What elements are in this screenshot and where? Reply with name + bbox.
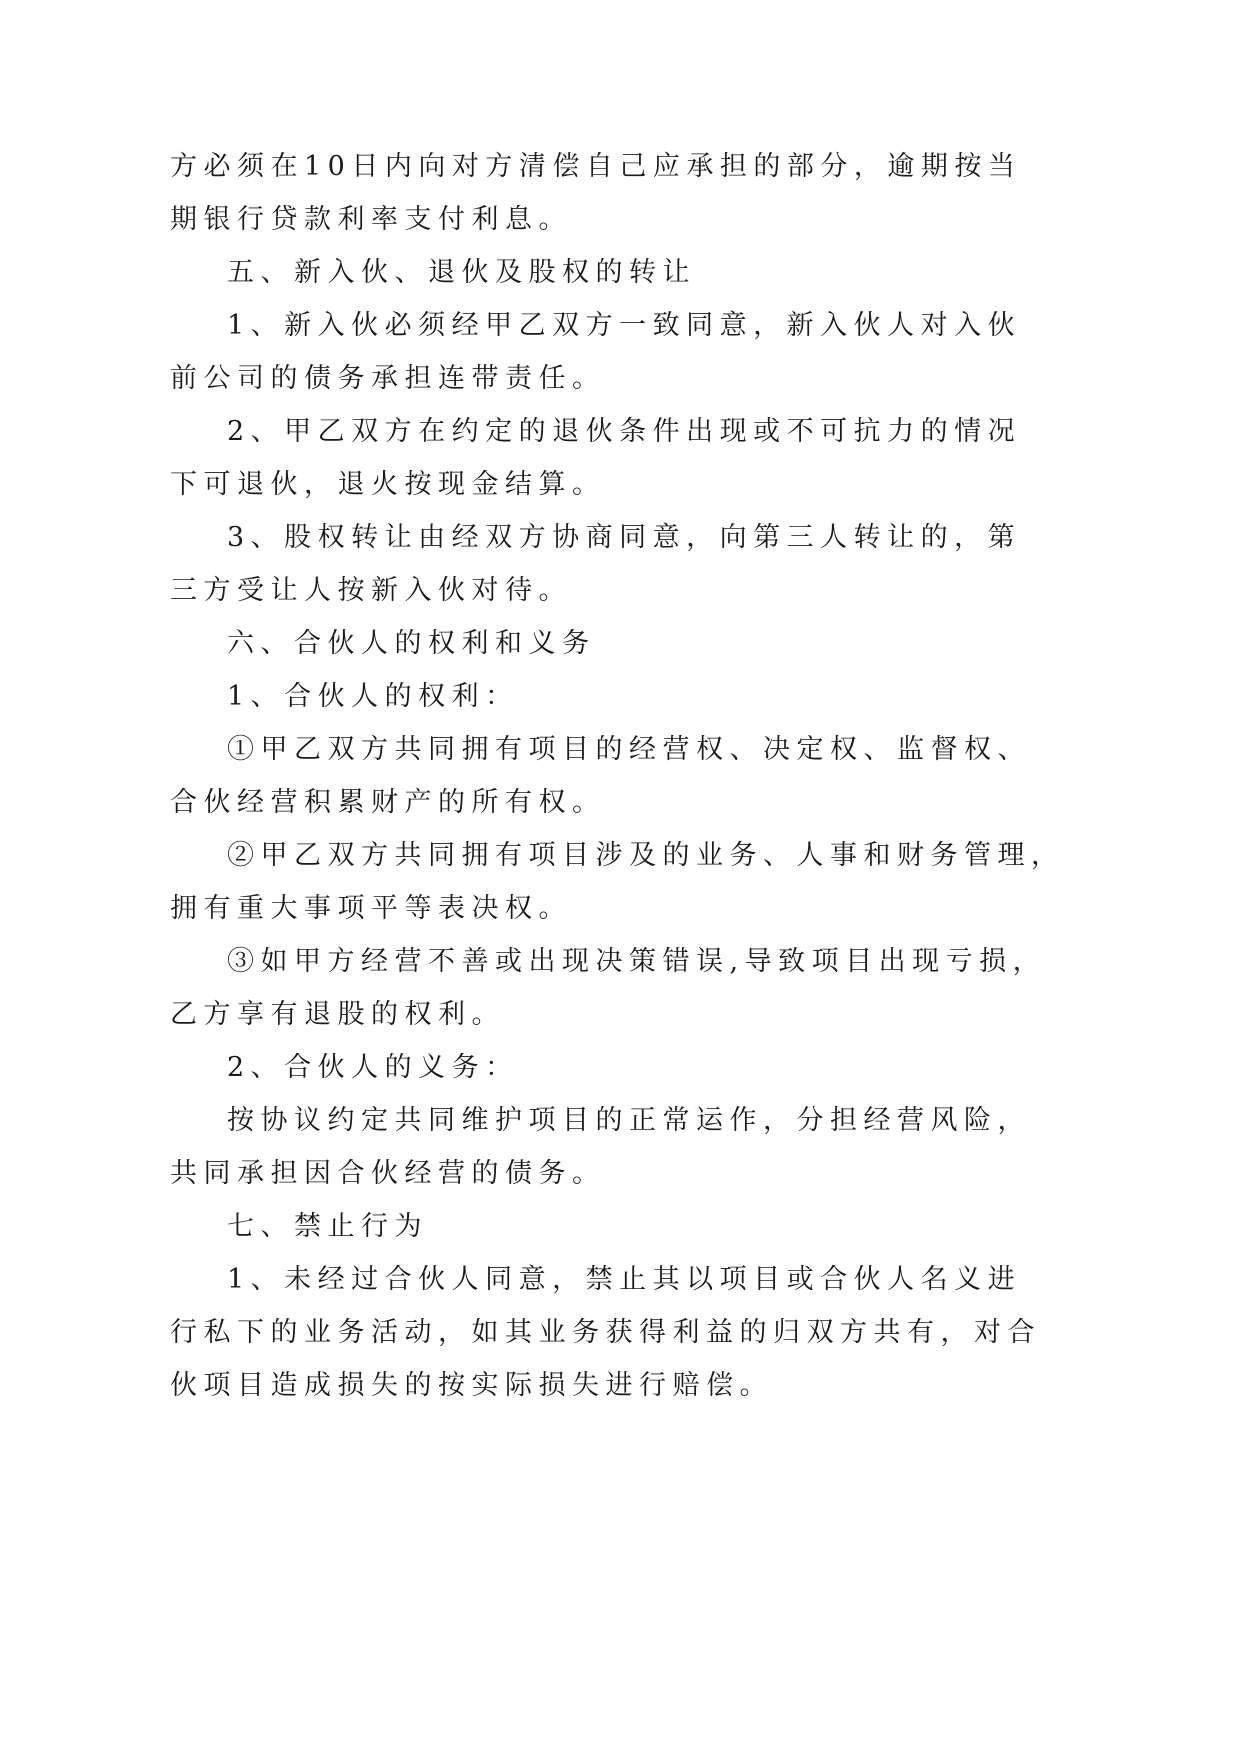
text-line: 拥有重大事项平等表决权。 [170,893,572,924]
text-line: 方必须在10日内向对方清偿自己应承担的部分，逾期按当 [170,151,1022,182]
text-line: 按协议约定共同维护项目的正常运作，分担经营风险， [227,1105,1031,1136]
section-heading: 五、新入伙、退伙及股权的转让 [227,257,696,288]
text-line: 前公司的债务承担连带责任。 [170,363,606,394]
text-line: ①甲乙双方共同拥有项目的经营权、决定权、监督权、 [227,734,1031,765]
text-line: 行私下的业务活动，如其业务获得利益的归双方共有，对合 [170,1317,1041,1348]
text-line: 共同承担因合伙经营的债务。 [170,1158,606,1189]
section-heading: 六、合伙人的权利和义务 [227,628,596,659]
text-line: 1、未经过合伙人同意，禁止其以项目或合伙人名义进 [227,1264,1022,1295]
document-body [170,140,1065,1412]
text-line: 期银行贷款利率支付利息。 [170,204,572,235]
section-heading: 七、禁止行为 [227,1211,428,1242]
text-line: 2、甲乙双方在约定的退伙条件出现或不可抗力的情况 [227,416,1022,447]
text-line: ③如甲方经营不善或出现决策错误,导致项目出现亏损， [227,946,1047,977]
text-line: 乙方享有退股的权利。 [170,999,505,1030]
text-line: 合伙经营积累财产的所有权。 [170,787,606,818]
text-line: 3、股权转让由经双方协商同意，向第三人转让的，第 [227,522,1022,553]
text-line: 三方受让人按新入伙对待。 [170,575,572,606]
subsection-heading: 2、合伙人的义务： [227,1052,519,1083]
text-line: 1、新入伙必须经甲乙双方一致同意，新入伙人对入伙 [227,310,1022,341]
text-line: 伙项目造成损失的按实际损失进行赔偿。 [170,1370,773,1401]
text-line: 下可退伙，退火按现金结算。 [170,469,606,500]
subsection-heading: 1、合伙人的权利： [227,681,519,712]
text-line: ②甲乙双方共同拥有项目涉及的业务、人事和财务管理， [227,840,1065,871]
